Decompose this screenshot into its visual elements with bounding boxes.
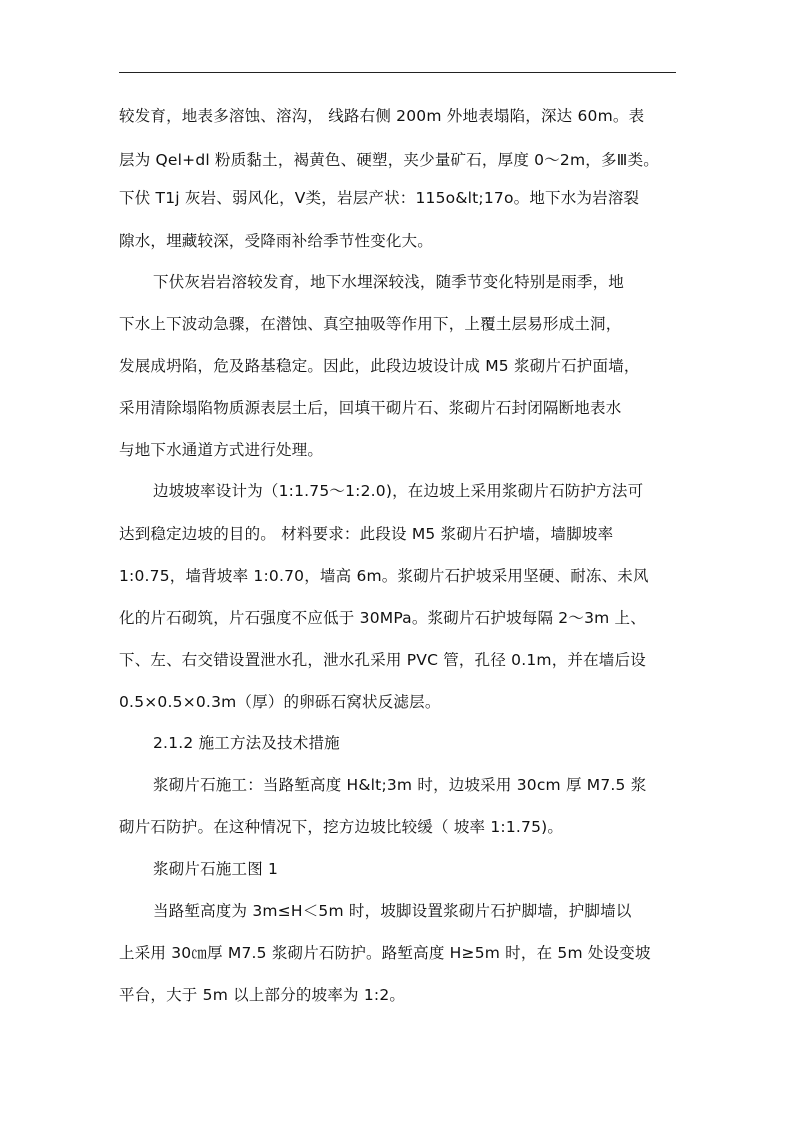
text-line-17: 浆砌片石施工：当路堑高度 H&lt;3m 时，边坡采用 30cm 厚 M7.5 浆 (153, 776, 647, 794)
text-line-3: 下伏 T1j 灰岩、弱风化，Ⅴ类，岩层产状：115o&lt;17o。地下水为岩溶裂 (119, 189, 640, 207)
text-line-10: 边坡坡率设计为（1:1.75～1:2.0)，在边坡上采用浆砌片石防护方法可 (153, 482, 644, 500)
text-line-13: 化的片石砌筑，片石强度不应低于 30MPa。浆砌片石护坡每隔 2～3m 上、 (119, 609, 646, 627)
text-line-21: 上采用 30㎝厚 M7.5 浆砌片石防护。路堑高度 H≥5m 时，在 5m 处设变坡 (119, 944, 651, 962)
text-line-12: 1:0.75，墙背坡率 1:0.70，墙高 6m。浆砌片石护坡采用坚硬、耐冻、未风 (119, 567, 649, 585)
text-line-6: 下水上下波动急骤，在潜蚀、真空抽吸等作用下，上覆土层易形成土洞， (119, 315, 622, 333)
text-line-18: 砌片石防护。在这种情况下，挖方边坡比较缓（ 坡率 1:1.75)。 (119, 818, 564, 836)
text-line-8: 采用清除塌陷物质源表层土后，回填干砌片石、浆砌片石封闭隔断地表水 (119, 399, 622, 417)
text-line-9: 与地下水通道方式进行处理。 (119, 441, 324, 459)
text-line-20: 当路堑高度为 3m≤H＜5m 时，坡脚设置浆砌片石护脚墙，护脚墙以 (153, 902, 632, 920)
figure-caption: 浆砌片石施工图 1 (153, 860, 279, 878)
text-line-5: 下伏灰岩岩溶较发育，地下水埋深较浅，随季节变化特别是雨季，地 (153, 273, 625, 291)
text-line-14: 下、左、右交错设置泄水孔，泄水孔采用 PVC 管，孔径 0.1m，并在墙后设 (119, 651, 646, 669)
header-rule (119, 72, 676, 73)
text-line-4: 隙水，埋藏较深，受降雨补给季节性变化大。 (119, 232, 434, 250)
text-line-11: 达到稳定边坡的目的。 材料要求：此段设 M5 浆砌片石护墙，墙脚坡率 (119, 525, 614, 543)
text-line-15: 0.5×0.5×0.3m（厚）的卵砾石窝状反滤层。 (119, 693, 441, 711)
text-line-22: 平台，大于 5m 以上部分的坡率为 1:2。 (119, 986, 406, 1004)
text-line-7: 发展成坍陷，危及路基稳定。因此，此段边坡设计成 M5 浆砌片石护面墙， (119, 357, 640, 375)
text-line-2: 层为 Qel+dl 粉质黏土，褐黄色、硬塑，夹少量矿石，厚度 0～2m，多Ⅲ类。 (119, 151, 659, 169)
text-line-1: 较发育，地表多溶蚀、溶沟， 线路右侧 200m 外地表塌陷，深达 60m。表 (119, 107, 645, 125)
section-heading: 2.1.2 施工方法及技术措施 (153, 734, 340, 752)
